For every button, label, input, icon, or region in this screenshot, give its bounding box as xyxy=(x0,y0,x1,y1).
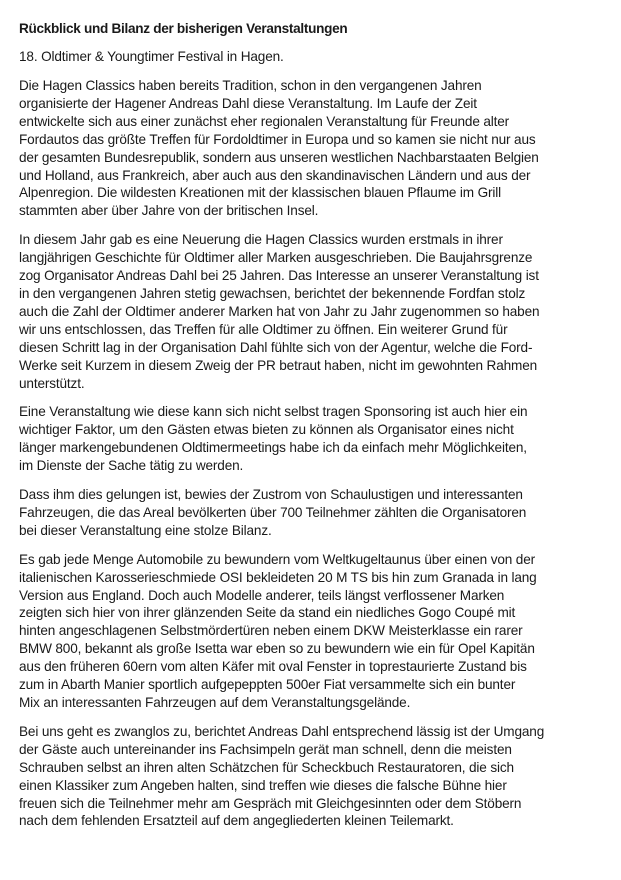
paragraph-line: BMW 800, bekannt als große Isetta war eben so zu bewundern wie ein für Opel Kapitän xyxy=(19,641,535,657)
paragraph-line: Fahrzeugen, die das Areal bevölkerten über 700 Teilnehmer zählten die Organisatoren xyxy=(19,504,527,520)
paragraph-line: Dass ihm dies gelungen ist, bewies der Zustrom von Schaulustigen und interessanten xyxy=(19,487,523,503)
document-subtitle: 18. Oldtimer & Youngtimer Festival in Hagen. xyxy=(19,49,284,64)
paragraph-line: und Holland, aus Frankreich, aber auch aus den skandinavischen Ländern und aus der xyxy=(19,167,531,183)
paragraph-line: nach dem fehlenden Ersatzteil auf dem angegliederten kleinen Teilemarkt. xyxy=(19,813,454,829)
paragraph-line: In diesem Jahr gab es eine Neuerung die Hagen Classics wurden erstmals in ihrer xyxy=(19,232,503,248)
paragraph xyxy=(19,77,609,220)
paragraph-line: in den vergangenen Jahren stetig gewachsen, berichtet der bekennende Fordfan stolz xyxy=(19,285,526,301)
paragraph-line: wichtiger Faktor, um den Gästen etwas bieten zu können als Organisator eines nicht xyxy=(19,422,514,438)
paragraph-line: wir uns entschlossen, das Treffen für alle Oldtimer zu öffnen. Ein weiterer Grund für xyxy=(19,321,508,337)
paragraph-line: auch die Zahl der Oldtimer anderer Marken hat von Jahr zu Jahr zugenommen so haben xyxy=(19,303,540,319)
paragraph-line: unterstützt. xyxy=(19,375,85,391)
paragraph-line: Fordautos das größte Treffen für Fordoldtimer in Europa und so kamen sie nicht nur aus xyxy=(19,131,536,147)
paragraph-line: im Dienste der Sache tätig zu werden. xyxy=(19,458,244,474)
paragraph-line: stammten aber über Jahre von der britischen Insel. xyxy=(19,203,319,219)
paragraph-line: zeigten sich hier von ihrer glänzenden Seite da stand ein niedliches Gogo Coupé mit xyxy=(19,605,516,621)
paragraph-line: langjährigen Geschichte für Oldtimer aller Marken ausgeschrieben. Die Baujahrsgrenze xyxy=(19,250,533,266)
paragraph-line: freuen sich die Teilnehmer mehr am Gespräch mit Gleichgesinnten oder dem Stöbern xyxy=(19,795,522,811)
paragraph-line: Schrauben selbst an ihren alten Schätzchen für Scheckbuch Restauratoren, die sich xyxy=(19,759,514,775)
paragraph-line: Es gab jede Menge Automobile zu bewundern vom Weltkugeltaunus über einen von der xyxy=(19,551,535,567)
paragraph-line: länger markengebundenen Oldtimermeetings habe ich da einfach mehr Möglichkeiten, xyxy=(19,440,527,456)
paragraph xyxy=(19,486,609,540)
document-page xyxy=(19,20,609,841)
paragraph-line: aus den früheren 60ern vom alten Käfer mit oval Fenster in toprestaurierte Zustand bis xyxy=(19,659,527,675)
paragraph-line: Alpenregion. Die wildesten Kreationen mit der klassischen blauen Pflaume im Grill xyxy=(19,185,501,201)
paragraph-line: Mix an interessanten Fahrzeugen auf dem Veranstaltungsgelände. xyxy=(19,695,411,710)
document-body xyxy=(19,77,609,830)
paragraph-line: der Gäste auch untereinander ins Fachsimpeln gerät man schnell, denn die meisten xyxy=(19,741,512,757)
paragraph xyxy=(19,551,609,712)
paragraph-line: italienischen Karosserieschmiede OSI bekleideten 20 M TS bis hin zum Granada in lang xyxy=(19,569,537,585)
paragraph xyxy=(19,403,609,475)
paragraph-line: Werke seit Kurzem in diesem Zweig der PR betraut haben, nicht im gewohnten Rahmen xyxy=(19,357,538,373)
paragraph-line: diesen Schritt lag in der Organisation Dahl fühlte sich von der Agentur, welche die Ford- xyxy=(19,339,533,355)
paragraph xyxy=(19,231,609,392)
paragraph-line: Version aus England. Doch auch Modelle anderer, teils längst verflossener Marken xyxy=(19,587,505,603)
paragraph-line: organisierte der Hagener Andreas Dahl diese Veranstaltung. Im Laufe der Zeit xyxy=(19,95,477,111)
paragraph-line: hinten angeschlagenen Selbstmördertüren neben einem DKW Meisterklasse ein rarer xyxy=(19,623,523,639)
paragraph-line: bei dieser Veranstaltung eine stolze Bilanz. xyxy=(19,522,272,538)
paragraph-line: zog Organisator Andreas Dahl bei 25 Jahren. Das Interesse an unserer Veranstaltung ist xyxy=(19,268,539,284)
paragraph xyxy=(19,723,609,830)
paragraph-line: Bei uns geht es zwanglos zu, berichtet Andreas Dahl entsprechend lässig ist der Umgang xyxy=(19,723,545,739)
paragraph-line: Eine Veranstaltung wie diese kann sich nicht selbst tragen Sponsoring ist auch hier ein xyxy=(19,404,528,420)
paragraph-line: entwickelte sich aus einer zunächst eher regionalen Veranstaltung für Freunde alter xyxy=(19,113,510,129)
paragraph-line: zum in Abarth Manier sportlich aufgepeppten 500er Fiat versammelte sich ein bunter xyxy=(19,677,516,693)
paragraph-line: Die Hagen Classics haben bereits Tradition, schon in den vergangenen Jahren xyxy=(19,78,482,93)
paragraph-line: der gesamten Bundesrepublik, sondern aus unseren westlichen Nachbarstaaten Belgien xyxy=(19,149,539,165)
document-title: Rückblick und Bilanz der bisherigen Veranstaltungen xyxy=(19,21,348,36)
paragraph-line: einen Klassiker zum Angeben halten, sind treffen wie dieses die falsche Bühne hier xyxy=(19,777,507,793)
